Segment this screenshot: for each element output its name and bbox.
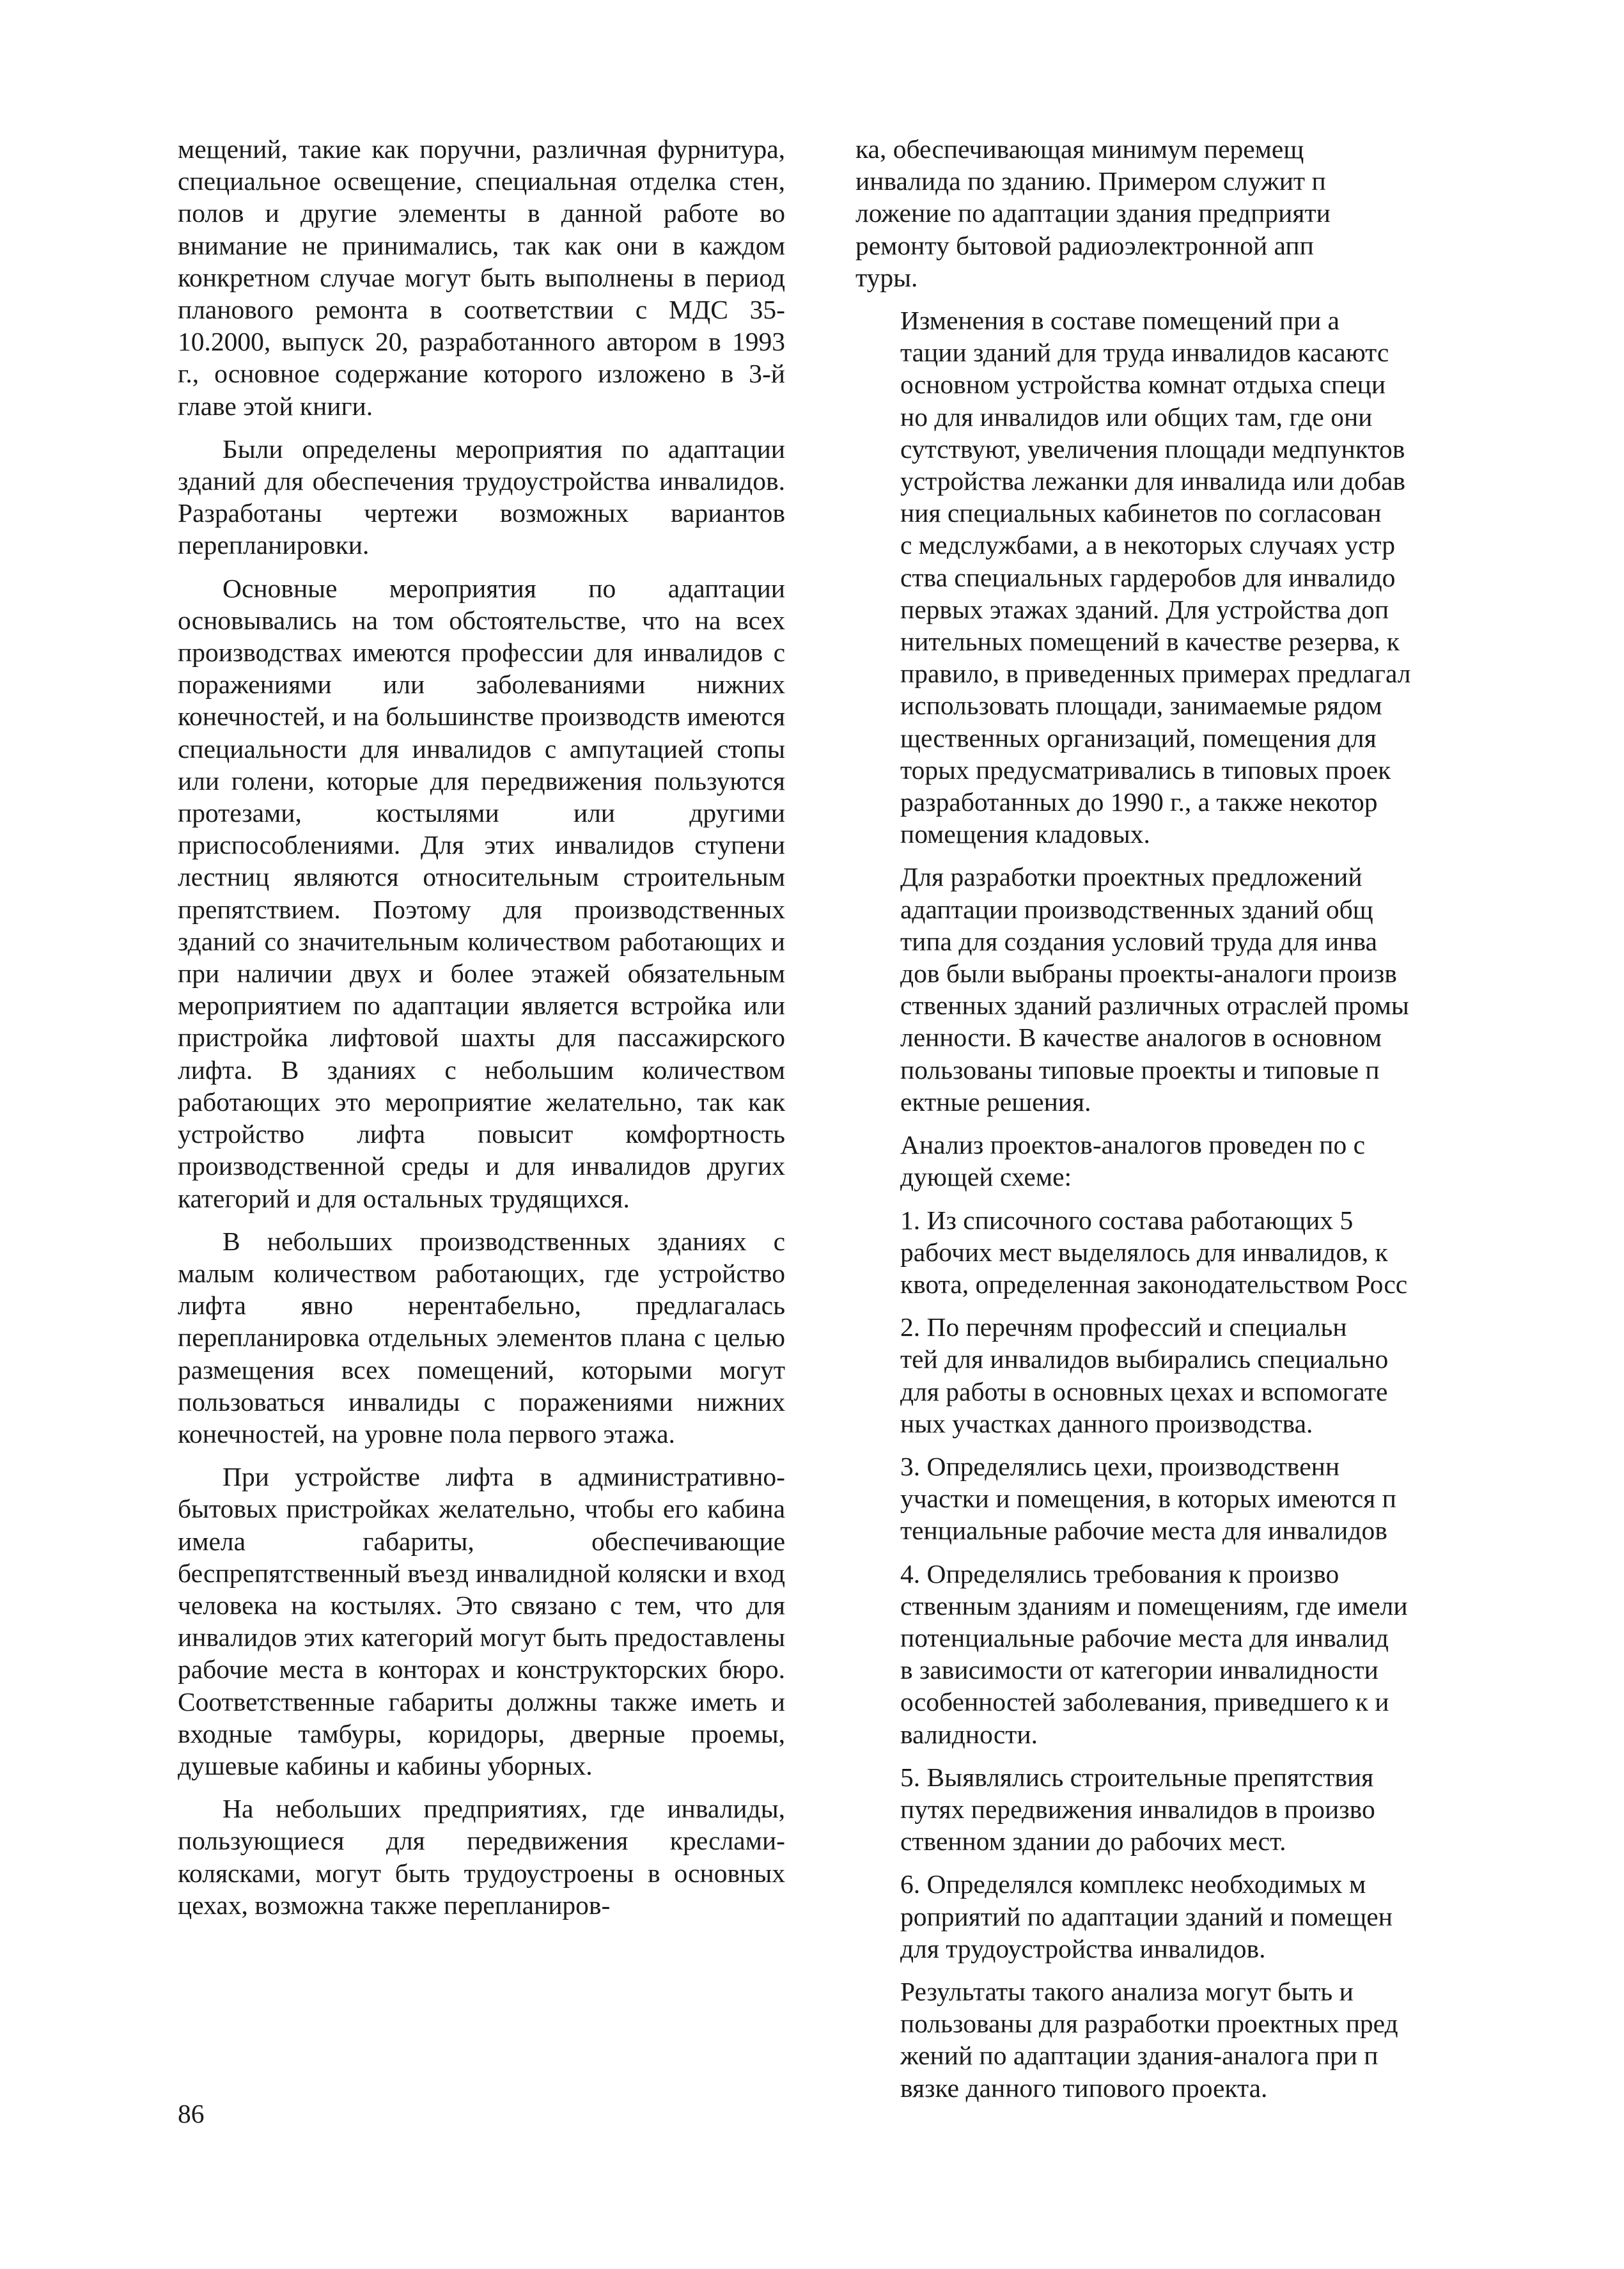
paragraph: Были определены мероприятия по адаптации зданий для обеспечения трудоустройства инвалидов. Разработаны чертежи возможных вариантов перепланировки. <box>178 434 785 560</box>
text-line: рабочих мест выделялось для инвалидов, к <box>900 1237 1388 1267</box>
text-line: потенциальные рабочие места для инвалид <box>900 1622 1389 1653</box>
text-line: адаптации производственных зданий общ <box>900 894 1373 924</box>
text-line: ектные решения. <box>900 1087 1091 1117</box>
text-line: дов были выбраны проекты-аналоги произв <box>900 959 1397 989</box>
text-line: ложение по адаптации здания предприяти <box>855 198 1331 228</box>
text-line: 4. Определялись требования к произво <box>900 1558 1339 1589</box>
text-line: ных участках данного производства. <box>900 1408 1313 1438</box>
text-line: тенциальные рабочие места для инвалидов <box>900 1516 1387 1546</box>
text-line: валидности. <box>900 1719 1038 1749</box>
text-line: разработанных до 1990 г., а также некотор <box>900 787 1378 817</box>
text-line: с медслужбами, а в некоторых случаях устр <box>900 530 1395 560</box>
text-line: ства специальных гардеробов для инвалидо <box>900 562 1396 592</box>
text-line: в зависимости от категории инвалидности <box>900 1655 1378 1685</box>
text-line: нительных помещений в качестве резерва, к <box>900 627 1400 657</box>
text-line: помещения кладовых. <box>900 819 1150 849</box>
text-line: тации зданий для труда инвалидов касаютс <box>900 338 1389 368</box>
text-line: участки и помещения, в которых имеются п <box>900 1484 1396 1514</box>
text-line: торых предусматривались в типовых проек <box>900 755 1391 785</box>
text-line: первых этажах зданий. Для устройства доп <box>900 594 1389 624</box>
text-line: сутствуют, увеличения площади медпунктов <box>900 434 1405 464</box>
paragraph <box>855 133 1624 294</box>
paragraph <box>855 1975 1624 2104</box>
text-line: инвалида по зданию. Примером служит п <box>855 166 1326 196</box>
text-line: 6. Определялся комплекс необходимых м <box>900 1869 1366 1899</box>
text-line: 5. Выявлялись строительные препятствия <box>900 1762 1374 1792</box>
text-line: основном устройства комнат отдыха специ <box>900 370 1386 400</box>
paragraph <box>855 304 1624 850</box>
paragraph: В небольших производственных зданиях с малым количеством работающих, где устройство лифта явно нерентабельно, предлагалась перепланировка отдельных элементов плана с целью размещения всех помещений, которыми могут пользоваться инвалиды с поражениями нижних конечностей, на уровне пола первого этажа. <box>178 1226 785 1449</box>
text-line: для работы в основных цехах и вспомогате <box>900 1376 1388 1406</box>
paragraph <box>855 1204 1624 1301</box>
paragraph <box>855 1450 1624 1547</box>
text-line: 1. Из списочного состава работающих 5 <box>900 1205 1354 1235</box>
paragraph <box>855 1761 1624 1858</box>
text-line: ленности. В качестве аналогов в основном <box>900 1023 1382 1053</box>
text-line: правило, в приведенных примерах предлагал <box>900 659 1411 689</box>
paragraph <box>855 1129 1624 1193</box>
text-line: ния специальных кабинетов по согласован <box>900 498 1382 528</box>
paragraph: Основные мероприятия по адаптации основывались на том обстоятельстве, что на всех производствах имеются профессии для инвалидов с поражениями или заболеваниями нижних конечностей, и на большинстве производств имеются специальности для инвалидов с ампутацией стопы или голени, которые для передвижения пользуются протезами, костылями или другими приспособлениями. Для этих инвалидов ступени лестниц являются относительным строительным препятствием. Поэтому для производственных зданий со значительным количеством работающих и при наличии двух и более этажей обязательным мероприятием по адаптации является встройка или пристройка лифтовой шахты для пассажирского лифта. В зданиях с небольшим количеством работающих это мероприятие желательно, так как устройство лифта повысит комфортность производственной среды и для инвалидов других категорий и для остальных трудящихся. <box>178 573 785 1213</box>
text-line: ремонту бытовой радиоэлектронной апп <box>855 230 1314 260</box>
paragraph <box>855 1868 1624 1965</box>
text-line: пользованы типовые проекты и типовые п <box>900 1055 1380 1085</box>
text-line: дующей схеме: <box>900 1162 1072 1192</box>
text-line: Анализ проектов-аналогов проведен по с <box>900 1130 1366 1160</box>
text-line: типа для создания условий труда для инва <box>900 926 1377 956</box>
left-text-column <box>178 133 785 1932</box>
text-line: для трудоустройства инвалидов. <box>900 1933 1266 1963</box>
text-line: тей для инвалидов выбирались специально <box>900 1344 1389 1374</box>
paragraph: При устройстве лифта в административно-бытовых пристройках желательно, чтобы его кабина имела габариты, обеспечивающие беспрепятственный въезд инвалидной коляски и вход человека на костылях. Это связано с тем, что для инвалидов этих категорий могут быть предоставлены рабочие места в конторах и конструкторских бюро. Соответственные габариты должны также иметь и входные тамбуры, коридоры, дверные проемы, душевые кабины и кабины уборных. <box>178 1462 785 1780</box>
text-line: 2. По перечням профессий и специальн <box>900 1312 1347 1342</box>
text-line: Изменения в составе помещений при а <box>900 306 1339 336</box>
text-line: жений по адаптации здания-аналога при п <box>900 2041 1378 2071</box>
text-line: ственным зданиям и помещениям, где имели <box>900 1590 1408 1621</box>
text-line: щественных организаций, помещения для <box>900 723 1377 753</box>
page-number: 86 <box>178 2099 205 2128</box>
right-text-column <box>855 133 1624 2115</box>
paragraph: мещений, такие как поручни, различная фурнитура, специальное освещение, специальная отделка стен, полов и другие элементы в данной работе во внимание не принимались, так как они в каждом конкретном случае могут быть выполнены в период планового ремонта в соответствии с МДС 35-10.2000, выпуск 20, разработанного автором в 1993 г., основное содержание которого изложено в 3-й главе этой книги. <box>178 134 785 421</box>
text-line: Результаты такого анализа могут быть и <box>900 1976 1354 2006</box>
paragraph <box>855 861 1624 1118</box>
text-line: квота, определенная законодательством Росс <box>900 1269 1408 1299</box>
text-line: ственном здании до рабочих мест. <box>900 1826 1286 1857</box>
text-line: но для инвалидов или общих там, где они <box>900 402 1373 432</box>
paragraph <box>855 1311 1624 1440</box>
text-line: Для разработки проектных предложений <box>900 862 1362 892</box>
text-line: путях передвижения инвалидов в произво <box>900 1794 1375 1824</box>
paragraph: На небольших предприятиях, где инвалиды, пользующиеся для передвижения креслами-колясками, могут быть трудоустроены в основных цехах, возможна также перепланиров- <box>178 1794 785 1920</box>
text-line: туры. <box>855 262 918 292</box>
text-line: роприятий по адаптации зданий и помещен <box>900 1901 1393 1931</box>
text-line: особенностей заболевания, приведшего к и <box>900 1687 1389 1717</box>
text-line: 3. Определялись цехи, производственн <box>900 1451 1340 1481</box>
text-line: устройства лежанки для инвалида или добав <box>900 466 1405 496</box>
paragraph <box>855 1558 1624 1750</box>
text-line: вязке данного типового проекта. <box>900 2073 1268 2103</box>
text-line: использовать площади, занимаемые рядом <box>900 691 1382 721</box>
text-line: ственных зданий различных отраслей промы <box>900 991 1409 1021</box>
text-line: пользованы для разработки проектных пред <box>900 2009 1398 2039</box>
text-line: ка, обеспечивающая минимум перемещ <box>855 134 1304 164</box>
